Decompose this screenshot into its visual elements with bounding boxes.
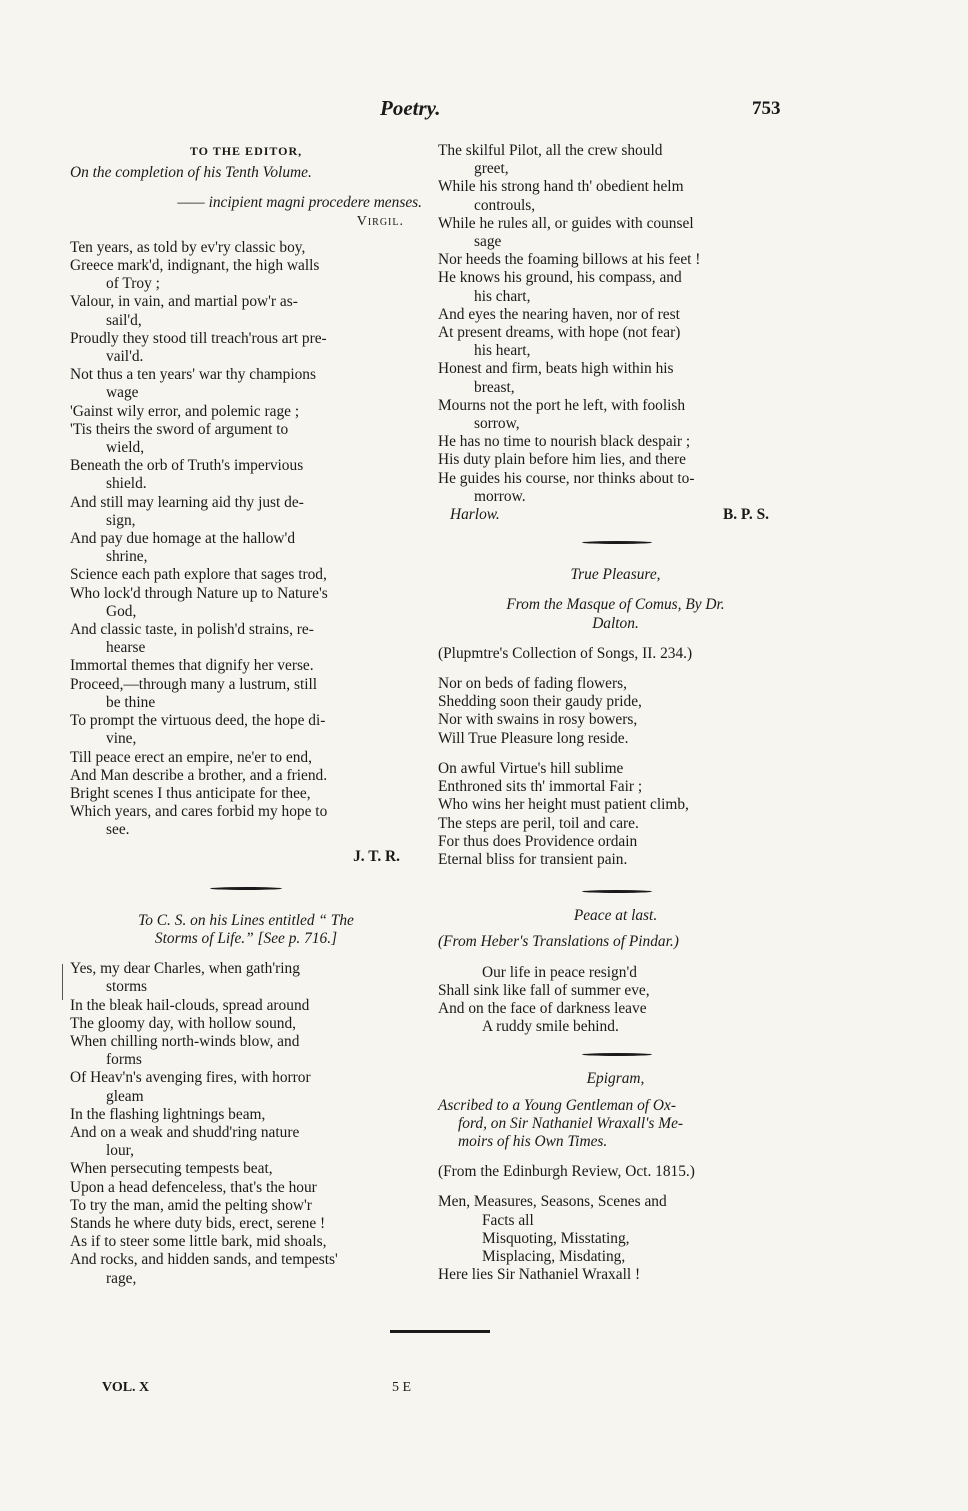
verse-line: The skilful Pilot, all the crew should (438, 142, 663, 159)
verse-line: Men, Measures, Seasons, Scenes and (438, 1193, 667, 1211)
poem-body-continued (438, 142, 793, 506)
verse-line: He knows his ground, his compass, and (438, 269, 682, 287)
verse-line: Nor heeds the foaming billows at his feet ! (438, 251, 701, 269)
poem-body (70, 239, 422, 840)
poem-body (438, 1193, 793, 1284)
verse-line: And still may learning aid thy just de- (70, 493, 304, 511)
place: Harlow. (450, 506, 500, 524)
verse-line: Yes, my dear Charles, when gath'ring (70, 960, 300, 978)
poem-heading: TO THE EDITOR, (189, 144, 303, 158)
verse-line: Will True Pleasure long reside. (438, 729, 629, 747)
stanza (438, 760, 793, 869)
right-column (438, 142, 793, 1284)
verse-line: At present dreams, with hope (not fear) (438, 324, 681, 342)
signature-mark: 5 E (392, 1380, 412, 1395)
epigraph: —— incipient magni procedere menses. (177, 194, 422, 212)
verse-line: rage, (106, 1269, 137, 1287)
poem-body (438, 964, 793, 1037)
verse-line: And on the face of darkness leave (438, 999, 647, 1017)
verse-line: of Troy ; (106, 275, 160, 293)
verse-line: The gloomy day, with hollow sound, (70, 1014, 296, 1032)
verse-line: While he rules all, or guides with counsel (438, 214, 694, 232)
poem-subtitle: On the completion of his Tenth Volume. (70, 164, 312, 182)
verse-line: greet, (474, 160, 509, 178)
verse-line: forms (106, 1051, 142, 1069)
verse-line: Here lies Sir Nathaniel Wraxall ! (438, 1266, 641, 1284)
verse-line: 'Gainst wily error, and polemic rage ; (70, 402, 300, 420)
signature: J. T. R. (353, 847, 400, 865)
verse-line: Who wins her height must patient climb, (438, 796, 689, 814)
verse-line: lour, (106, 1142, 135, 1160)
verse-line: see. (106, 821, 130, 839)
verse-line: Enthroned sits th' immortal Fair ; (438, 778, 643, 796)
verse-line: hearse (106, 639, 146, 657)
poem-subtitle-cont: Dalton. (592, 614, 639, 632)
volume-label: VOL. X (102, 1380, 150, 1395)
verse-line: He has no time to nourish black despair ; (438, 433, 691, 451)
verse-line: Science each path explore that sages trod, (70, 566, 327, 584)
verse-line: wield, (106, 439, 145, 457)
poem-title: To C. S. on his Lines entitled “ The (138, 911, 354, 929)
verse-line: his chart, (474, 287, 531, 305)
page-header (0, 96, 968, 126)
verse-line: And eyes the nearing haven, nor of rest (438, 305, 680, 323)
poem-subtitle-cont: moirs of his Own Times. (458, 1132, 608, 1150)
verse-line: Facts all (482, 1211, 534, 1229)
verse-line: Shall sink like fall of summer eve, (438, 981, 650, 999)
verse-line: And on a weak and shudd'ring nature (70, 1123, 300, 1141)
verse-line: sail'd, (106, 311, 142, 329)
epigraph-author: Virgil. (356, 213, 404, 229)
verse-line: Which years, and cares forbid my hope to (70, 803, 328, 821)
verse-line: Proudly they stood till treach'rous art pre- (70, 329, 327, 347)
verse-line: For thus does Providence ordain (438, 832, 638, 850)
verse-line: When persecuting tempests beat, (70, 1160, 273, 1178)
verse-line: In the flashing lightnings beam, (70, 1105, 266, 1123)
source-note: (Plupmtre's Collection of Songs, II. 234.) (438, 644, 693, 662)
verse-line: shield. (106, 475, 147, 493)
verse-line: On awful Virtue's hill sublime (438, 759, 624, 777)
running-title: Poetry. (380, 96, 441, 120)
verse-line: Bright scenes I thus anticipate for thee, (70, 784, 311, 802)
verse-line: vine, (106, 730, 137, 748)
verse-line: He guides his course, nor thinks about to- (438, 469, 695, 487)
margin-mark (62, 964, 63, 1000)
verse-line: morrow. (474, 487, 526, 505)
poem-subtitle: From the Masque of Comus, By Dr. (506, 596, 725, 614)
verse-line: The steps are peril, toil and care. (438, 814, 639, 832)
verse-line: Misquoting, Misstating, (482, 1229, 630, 1247)
verse-line: Proceed,—through many a lustrum, still (70, 675, 318, 693)
verse-line: And pay due homage at the hallow'd (70, 530, 296, 548)
verse-line: wage (106, 384, 139, 402)
verse-line: Our life in peace resign'd (482, 963, 637, 981)
source-note: (From the Edinburgh Review, Oct. 1815.) (438, 1163, 695, 1181)
verse-line: sage (474, 233, 502, 251)
verse-line: To prompt the virtuous deed, the hope di- (70, 712, 326, 730)
verse-line: A ruddy smile behind. (482, 1018, 619, 1036)
verse-line: In the bleak hail-clouds, spread around (70, 996, 310, 1014)
poem-title: Peace at last. (573, 907, 658, 925)
verse-line: When chilling north-winds blow, and (70, 1032, 300, 1050)
verse-line: Upon a head defenceless, that's the hour (70, 1178, 317, 1196)
poem-title: True Pleasure, (570, 566, 661, 584)
verse-line: gleam (106, 1087, 144, 1105)
verse-line: sorrow, (474, 415, 520, 433)
verse-line: vail'd. (106, 348, 144, 366)
verse-line: controuls, (474, 196, 536, 214)
verse-line: Stands he where duty bids, erect, serene ! (70, 1214, 326, 1232)
verse-line: shrine, (106, 548, 148, 566)
verse-line: Valour, in vain, and martial pow'r as- (70, 293, 298, 311)
verse-line: Ten years, as told by ev'ry classic boy, (70, 238, 306, 256)
verse-line: And classic taste, in polish'd strains, re- (70, 621, 314, 639)
verse-line: Who lock'd through Nature up to Nature's (70, 584, 328, 602)
poem-signature-row (438, 506, 793, 524)
poem-body (70, 960, 422, 1288)
verse-line: Mourns not the port he left, with foolish (438, 396, 686, 414)
signature: B. P. S. (722, 506, 769, 524)
verse-line: 'Tis theirs the sword of argument to (70, 420, 289, 438)
verse-line: As if to steer some little bark, mid shoals, (70, 1233, 327, 1251)
verse-line: Greece mark'd, indignant, the high walls (70, 257, 320, 275)
verse-line: Shedding soon their gaudy pride, (438, 693, 642, 711)
verse-line: Of Heav'n's avenging fires, with horror (70, 1069, 311, 1087)
stanza (438, 675, 793, 748)
poem-title: Epigram, (586, 1070, 645, 1088)
verse-line: his heart, (474, 342, 531, 360)
section-ornament (70, 878, 422, 900)
left-column (70, 142, 422, 1288)
verse-line: To try the man, amid the pelting show'r (70, 1196, 312, 1214)
poem-subtitle: Ascribed to a Young Gentleman of Ox- (438, 1096, 676, 1114)
verse-line: And Man describe a brother, and a friend. (70, 766, 328, 784)
verse-line: His duty plain before him lies, and there (438, 451, 686, 469)
verse-line: Immortal themes that dignify her verse. (70, 657, 314, 675)
verse-line: God, (106, 602, 137, 620)
verse-line: Honest and firm, beats high within his (438, 360, 674, 378)
verse-line: While his strong hand th' obedient helm (438, 178, 684, 196)
poem-title-cont: Storms of Life.” [See p. 716.] (154, 929, 338, 947)
verse-line: And rocks, and hidden sands, and tempests' (70, 1251, 338, 1269)
verse-line: Nor on beds of fading flowers, (438, 675, 627, 693)
page-number: 753 (752, 98, 781, 119)
verse-line: Eternal bliss for transient pain. (438, 850, 628, 868)
verse-line: Misplacing, Misdating, (482, 1247, 626, 1265)
verse-line: sign, (106, 511, 136, 529)
verse-line: Till peace erect an empire, ne'er to end, (70, 748, 312, 766)
section-ornament (438, 881, 793, 903)
poem-subtitle-cont: ford, on Sir Nathaniel Wraxall's Me- (458, 1114, 684, 1132)
verse-line: Beneath the orb of Truth's impervious (70, 457, 304, 475)
poem-subtitle: (From Heber's Translations of Pindar.) (438, 933, 679, 951)
verse-line: be thine (106, 693, 156, 711)
verse-line: breast, (474, 378, 515, 396)
section-ornament (438, 532, 793, 554)
end-rule (390, 1330, 490, 1333)
section-ornament (438, 1044, 793, 1066)
verse-line: Nor with swains in rosy bowers, (438, 711, 638, 729)
verse-line: Not thus a ten years' war thy champions (70, 366, 316, 384)
verse-line: storms (106, 978, 148, 996)
